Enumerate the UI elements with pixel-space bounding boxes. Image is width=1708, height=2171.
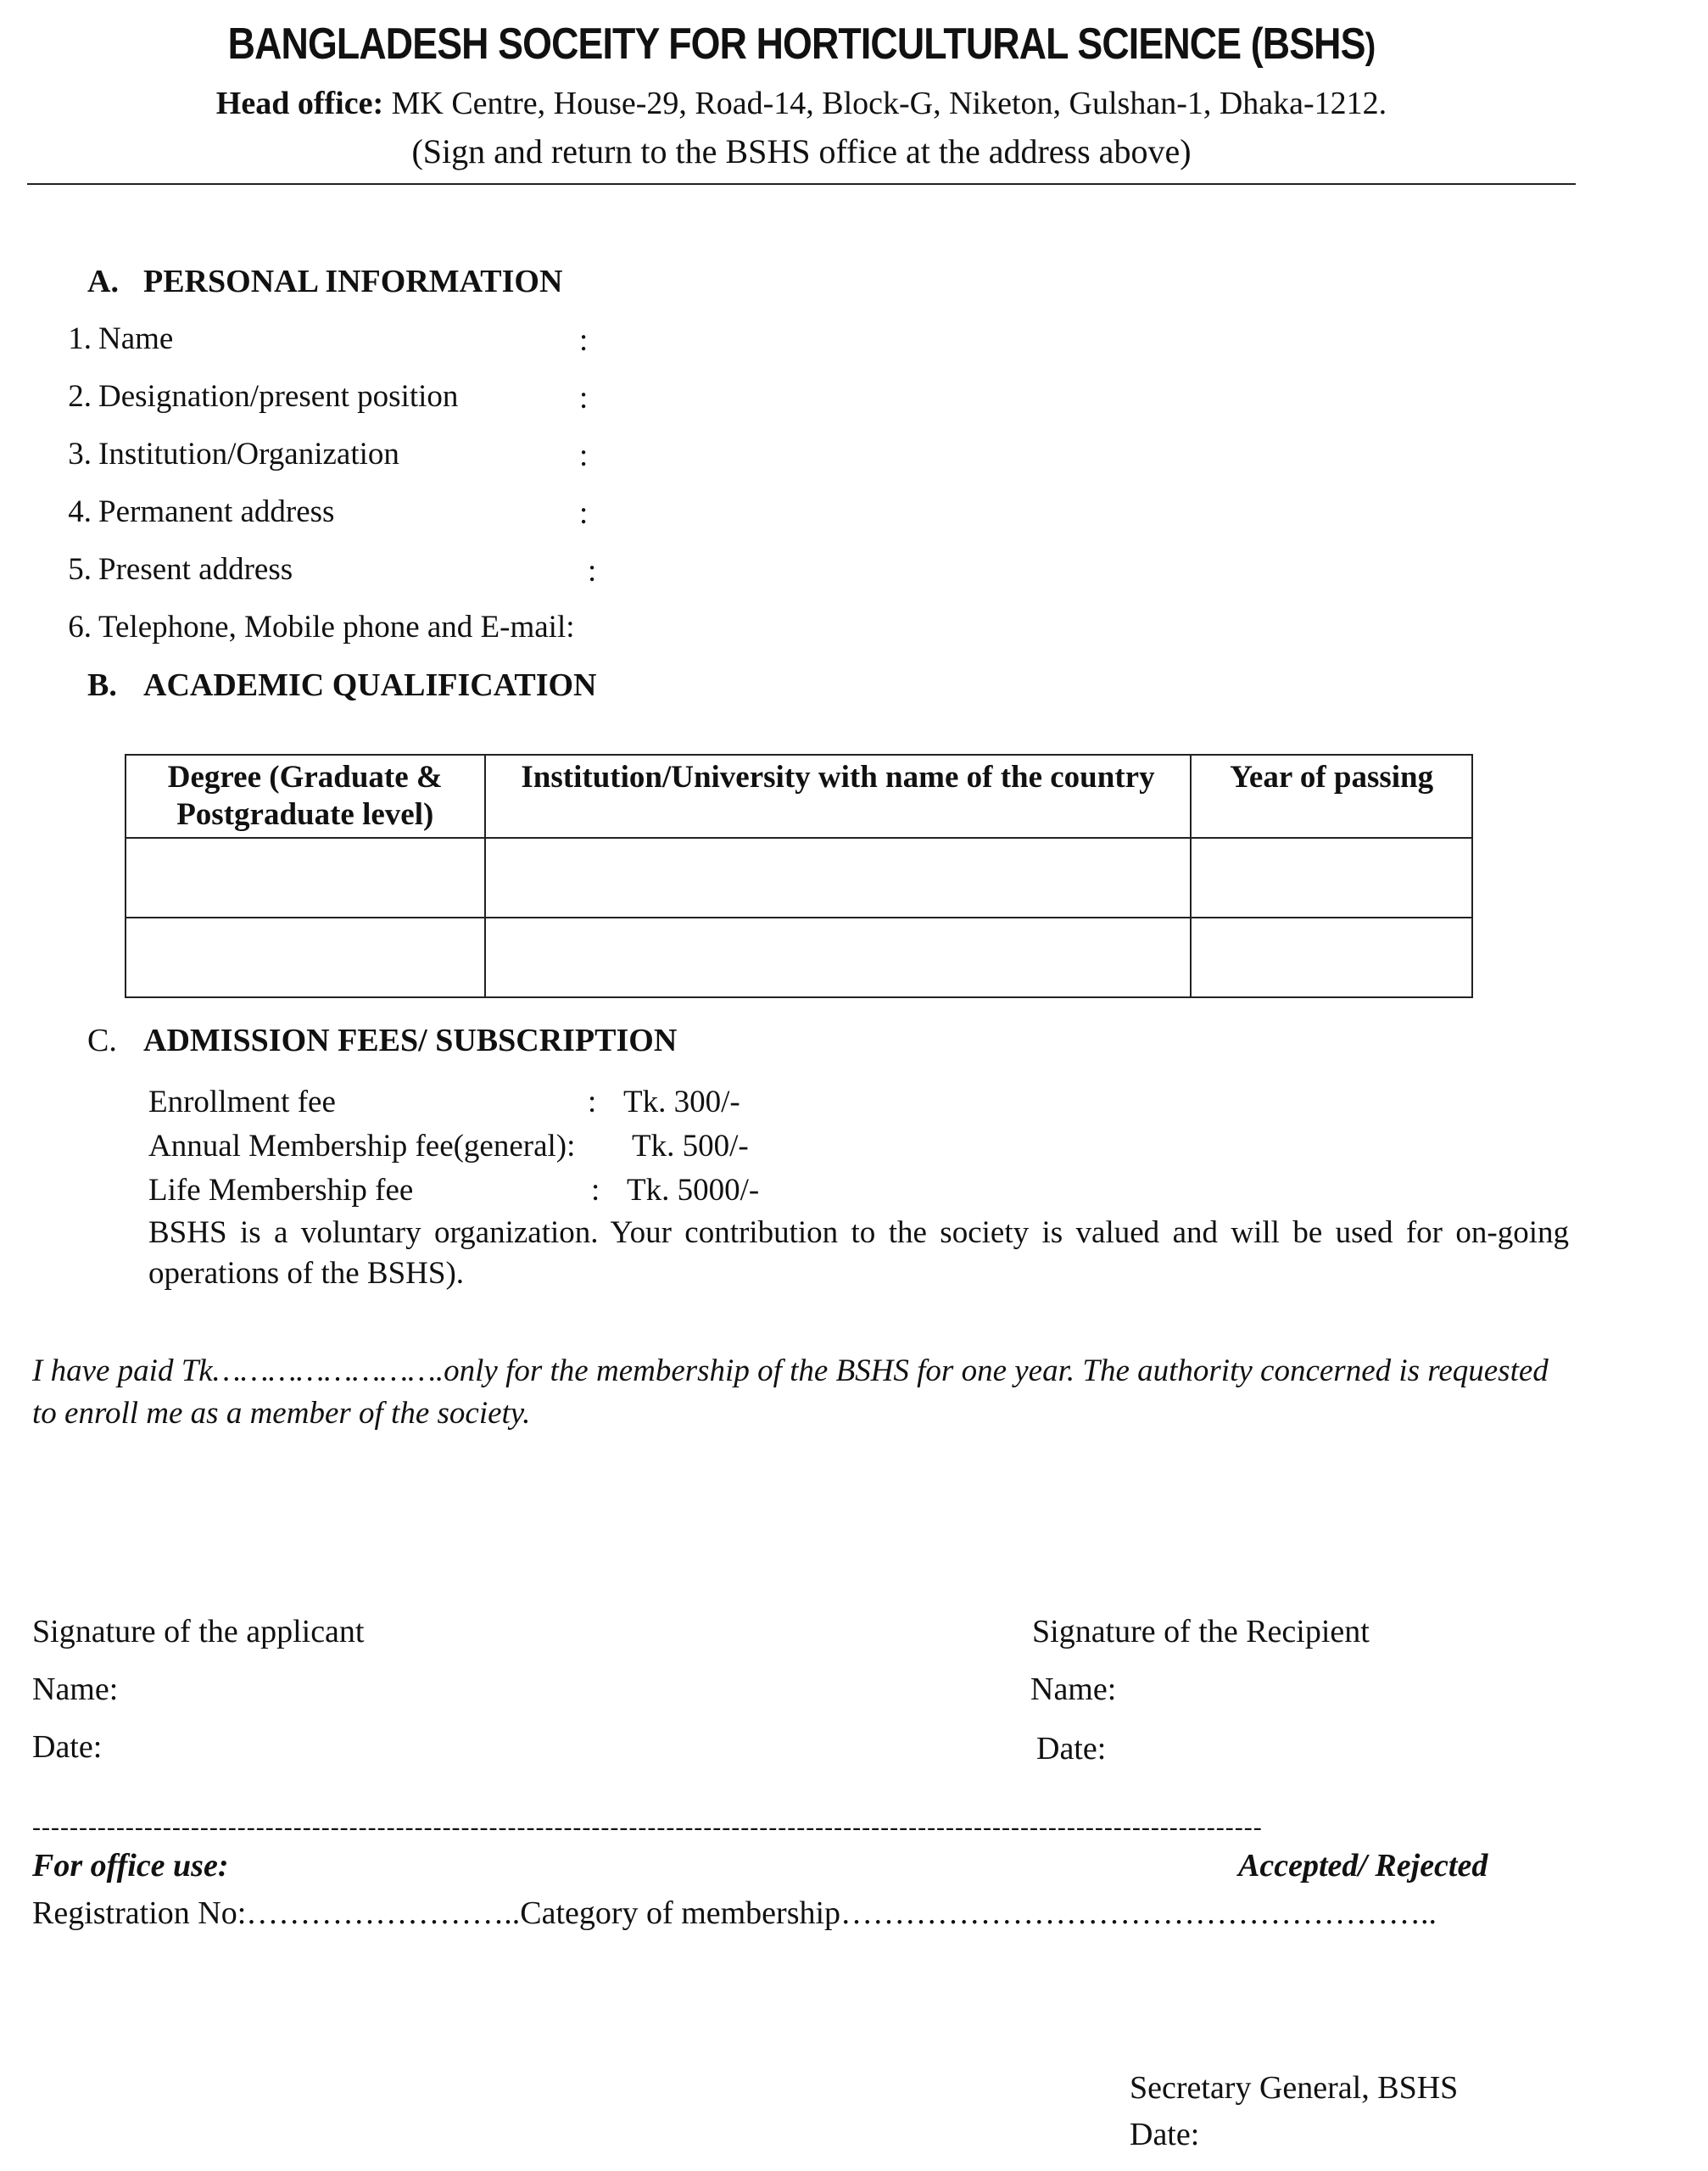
field-institution[interactable]: 3. Institution/Organization [68,437,399,472]
recipient-signature-label: Signature of the Recipient [1032,1614,1370,1649]
organization-title: BANGLADESH SOCEITY FOR HORTICULTURAL SCIENCE (BSHS) [227,20,1376,69]
table-header-row [126,755,1472,838]
section-c-heading: C. ADMISSION FEES/ SUBSCRIPTION [87,1023,678,1058]
table-header-degree: Degree (Graduate & Postgraduate level) [126,755,485,838]
head-office-label: Head office: [215,86,384,121]
payment-declaration: I have paid Tk…………………….only for the membership of the BSHS for one year. The authority concerned is requested to enroll me as a member of the society. [32,1353,1549,1431]
field-permanent-address-colon: : [579,496,589,531]
head-office-address: MK Centre, House-29, Road-14, Block-G, Niketon, Gulshan-1, Dhaka-1212. [383,86,1387,121]
field-name-label: Name [98,321,174,356]
table-cell-year[interactable] [1191,838,1472,918]
applicant-signature-label: Signature of the applicant [32,1614,365,1649]
field-designation-label: Designation/present position [98,379,459,414]
fee-enrollment-amount: Tk. 300/- [623,1085,740,1119]
fee-life-amount: Tk. 5000/- [627,1173,760,1208]
fee-enrollment-label: Enrollment fee [148,1085,336,1119]
table-cell-degree[interactable] [126,918,485,997]
field-permanent-address[interactable]: 4. Permanent address [68,494,335,529]
field-institution-colon: : [579,438,589,473]
table-cell-year[interactable] [1191,918,1472,997]
table-row [126,918,1472,997]
field-present-address[interactable]: 5. Present address [68,552,293,587]
head-office-line [0,85,1603,122]
table-header-year: Year of passing [1191,755,1472,838]
field-name[interactable]: 1. Name [68,321,174,356]
field-present-address-colon: : [588,554,597,589]
fee-life-sep: : [591,1173,600,1208]
recipient-name-label: Name: [1030,1672,1117,1707]
dashed-separator: ------------------------------------------------------------------------------------------------------------------------------------ [32,1813,1263,1841]
field-permanent-address-label: Permanent address [98,494,335,529]
fee-annual-label: Annual Membership fee(general): [148,1129,576,1164]
table-cell-institution[interactable] [485,838,1192,918]
secretary-date-label: Date: [1130,2117,1200,2152]
field-designation-colon: : [579,381,589,416]
field-contact-label: Telephone, Mobile phone and E-mail: [98,610,575,645]
field-name-colon: : [579,323,589,358]
table-cell-degree[interactable] [126,838,485,918]
header-divider [27,183,1576,185]
field-contact[interactable]: 6. Telephone, Mobile phone and E-mail: [68,610,575,645]
field-designation[interactable]: 2. Designation/present position [68,379,459,414]
field-institution-label: Institution/Organization [98,437,399,472]
title-paren: ) [1365,25,1376,67]
fee-annual-amount: Tk. 500/- [632,1129,749,1164]
field-present-address-label: Present address [98,552,293,587]
fee-enrollment-sep: : [588,1085,597,1119]
fee-life-label: Life Membership fee [148,1173,414,1208]
registration-line: Registration No:……………………..Category of membership……………………………………………….. [32,1895,1437,1931]
academic-qualification-table [125,754,1473,998]
table-row [126,838,1472,918]
table-cell-institution[interactable] [485,918,1192,997]
voluntary-note: BSHS is a voluntary organization. Your contribution to the society is valued and will be used for on-going operations of the BSHS). [148,1215,1569,1291]
section-a-heading: A. PERSONAL INFORMATION [87,264,563,299]
secretary-general-label: Secretary General, BSHS [1130,2070,1459,2106]
recipient-date-label: Date: [1036,1731,1107,1766]
applicant-date-label: Date: [32,1729,103,1765]
applicant-name-label: Name: [32,1672,119,1707]
section-b-heading: B. ACADEMIC QUALIFICATION [87,667,597,703]
return-instruction: (Sign and return to the BSHS office at the address above) [411,132,1192,170]
table-header-institution: Institution/University with name of the country [485,755,1192,838]
office-use-label: For office use: [32,1848,229,1884]
accepted-rejected-label: Accepted/ Rejected [1238,1848,1488,1884]
